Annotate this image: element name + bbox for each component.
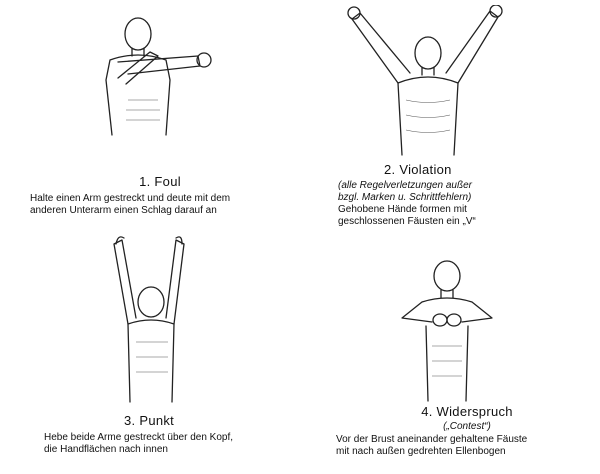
punkt-title: 3. Punkt: [124, 413, 175, 428]
violation-note-line-1: (alle Regelverletzungen außer: [338, 179, 472, 191]
violation-caption: [338, 162, 588, 228]
foul-caption: [30, 174, 330, 217]
foul-title: 1. Foul: [139, 174, 181, 189]
widerspruch-title: 4. Widerspruch: [421, 404, 513, 419]
widerspruch-description-line-1: Vor der Brust aneinander gehaltene Fäuste: [336, 433, 528, 445]
punkt-description-line-2: die Handflächen nach innen: [44, 443, 168, 455]
widerspruch-caption: [336, 404, 598, 458]
violation-note-line-2: bzgl. Marken u. Schrittfehlern): [338, 191, 472, 203]
foul-description-line-2: anderen Unterarm einen Schlag darauf an: [30, 204, 217, 216]
foul-figure-illustration: [88, 10, 218, 140]
widerspruch-description-line-2: mit nach außen gedrehten Ellenbogen: [336, 445, 506, 457]
foul-description-line-1: Halte einen Arm gestreckt und deute mit dem: [30, 192, 231, 204]
violation-figure-illustration: [340, 5, 510, 160]
widerspruch-note: („Contest“): [443, 420, 491, 432]
punkt-description-line-1: Hebe beide Arme gestreckt über den Kopf,: [44, 431, 234, 443]
punkt-caption: [44, 413, 344, 456]
violation-title: 2. Violation: [384, 162, 452, 177]
violation-description-line-2: geschlossenen Fäusten ein „V“: [338, 215, 476, 227]
widerspruch-figure-illustration: [392, 256, 502, 406]
punkt-figure-illustration: [96, 232, 206, 407]
violation-description-line-1: Gehobene Hände formen mit: [338, 203, 467, 215]
